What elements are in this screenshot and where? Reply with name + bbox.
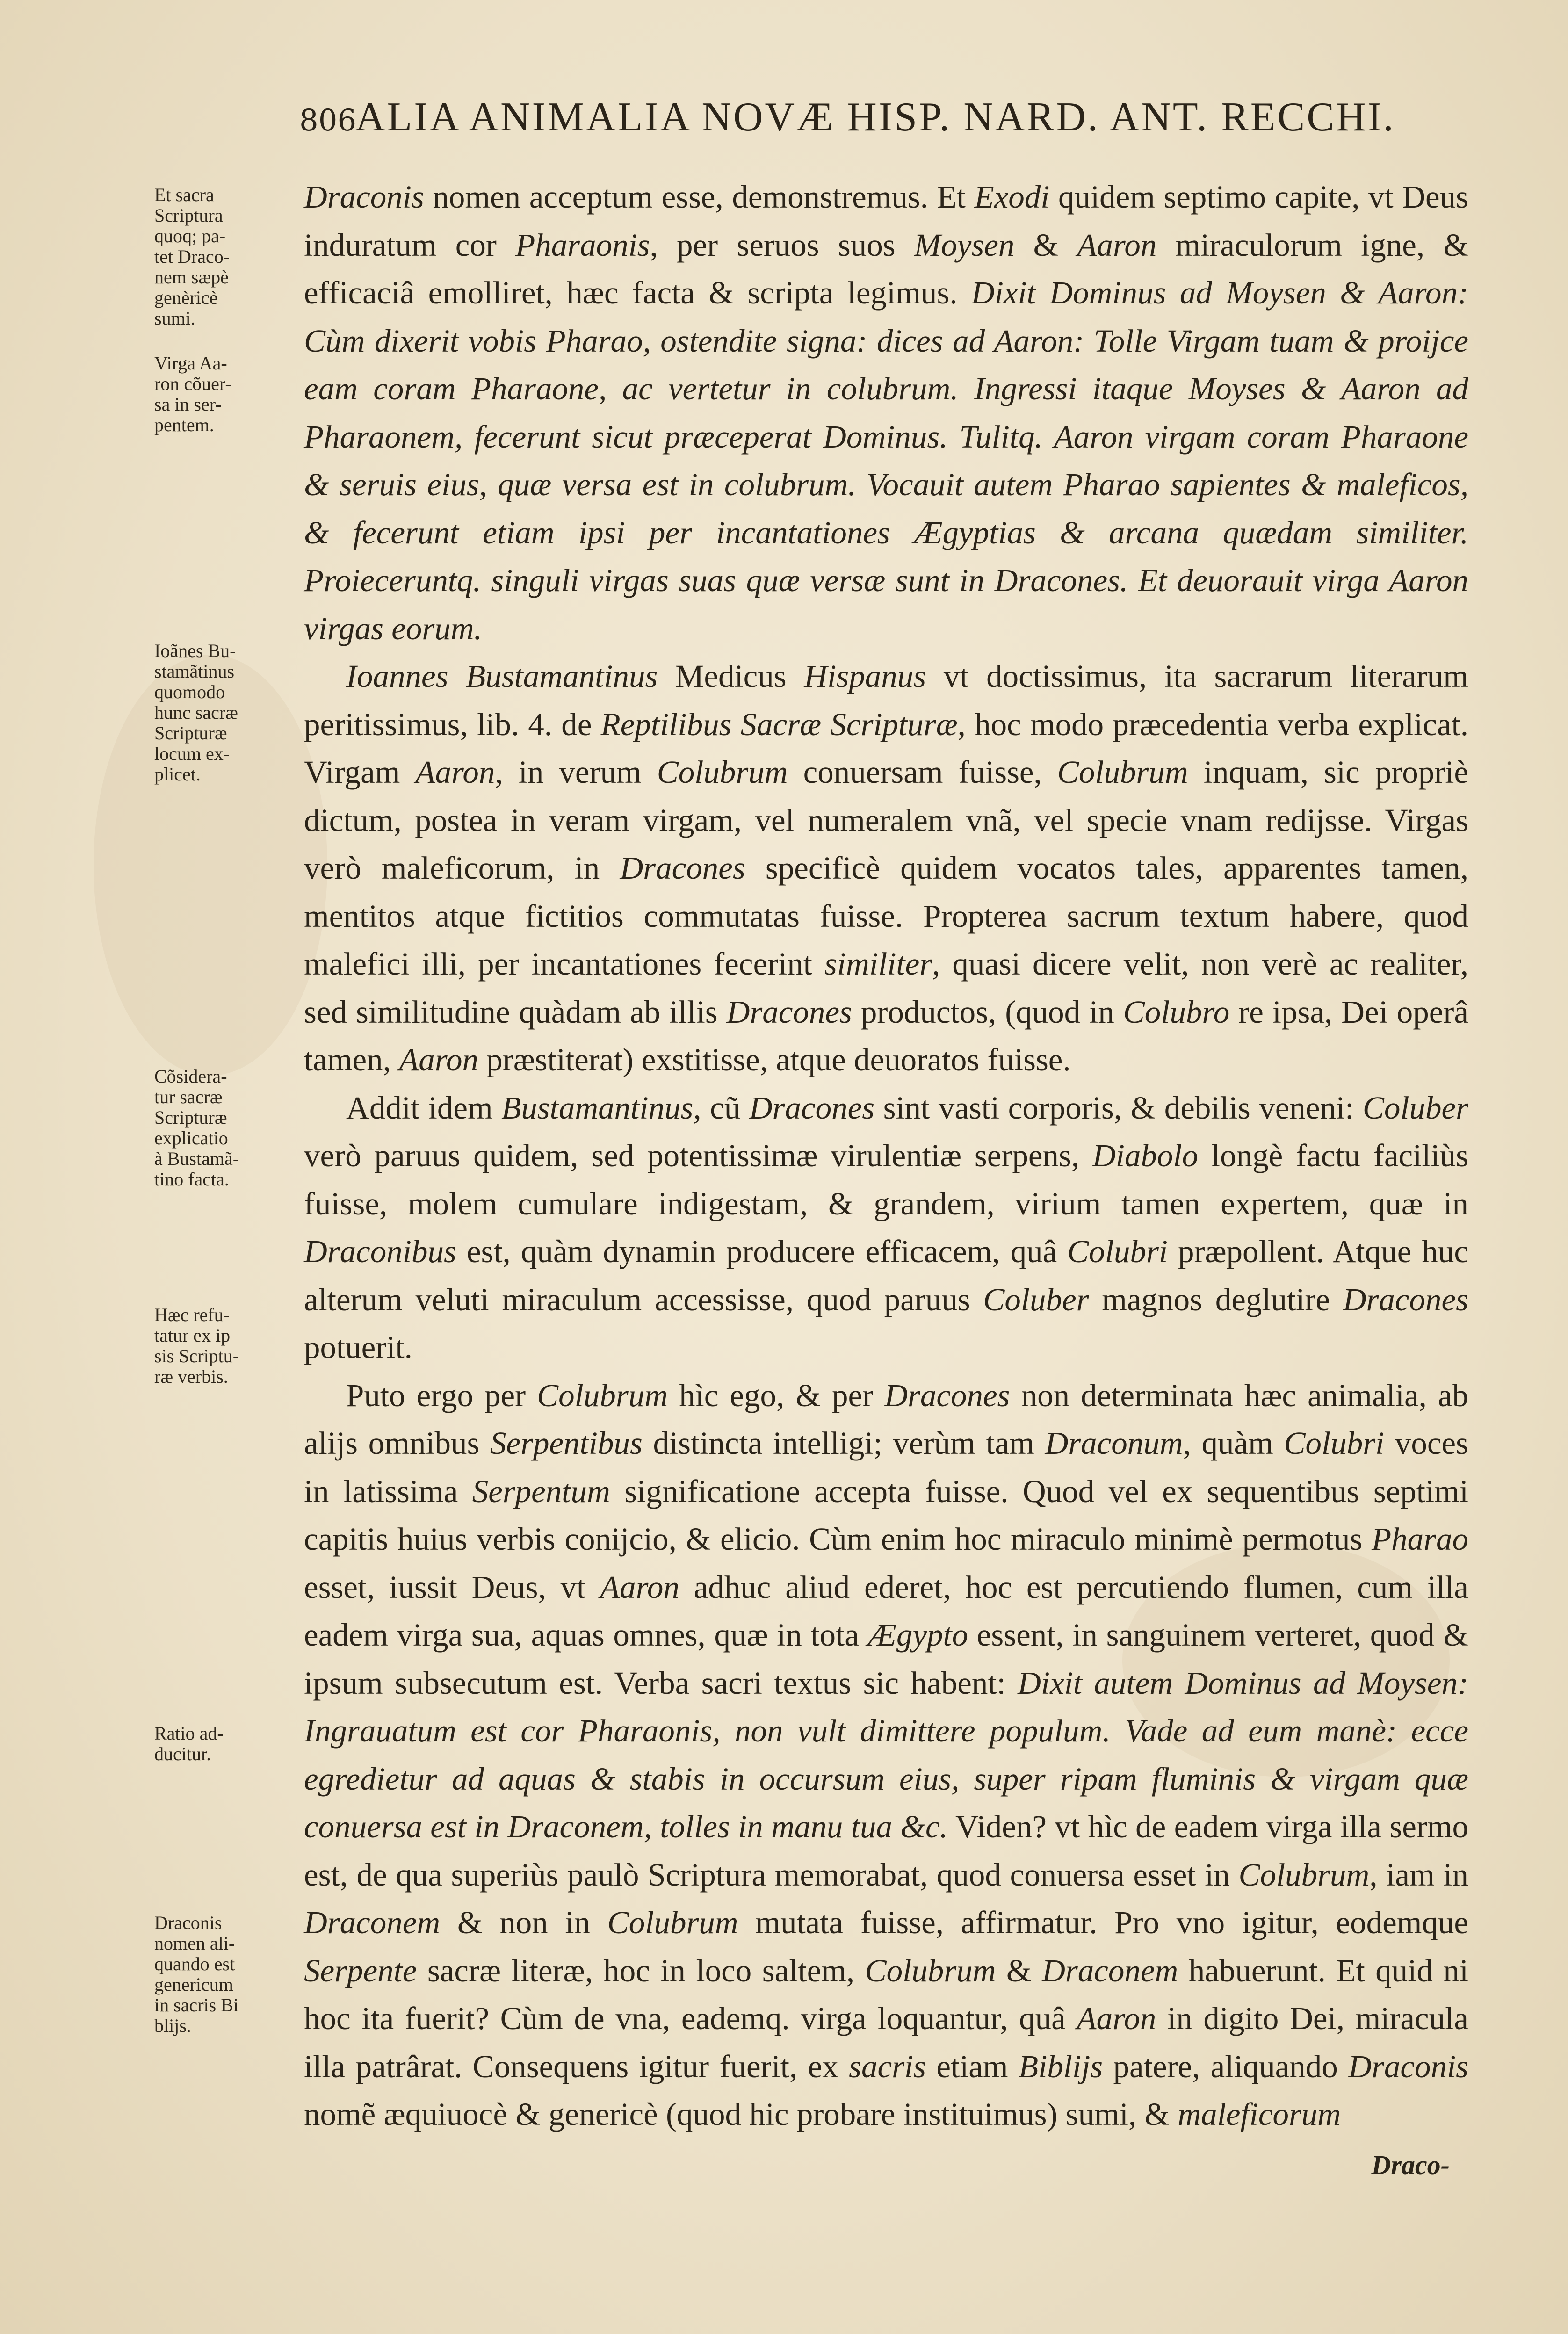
italic-text: Exodi <box>974 179 1050 215</box>
roman-text: specificè quidem vocatos tales, apparentes tamen, mentitos atque fictitios commutatas fuisse. Propterea sacrum textum habere, quod malefici illi, per incantationes fecerint <box>304 850 1469 982</box>
italic-text: Coluber <box>983 1281 1089 1317</box>
paragraph <box>304 652 1468 1084</box>
italic-text: Dracones <box>620 850 745 886</box>
roman-text: longè factu faciliùs fuisse, molem cumulare indigestam, & grandem, virium tamen expertem, quæ in <box>304 1138 1468 1221</box>
italic-text: Colubri <box>1067 1234 1168 1269</box>
marginal-note-line: ducitur. <box>154 1743 211 1764</box>
italic-text: Dracones <box>726 994 852 1030</box>
roman-text: præpollent. Atque huc alterum veluti miraculum accessisse, quod paruus <box>304 1234 1468 1317</box>
italic-text: Serpentum <box>472 1473 610 1509</box>
paragraph <box>304 1372 1468 2139</box>
roman-text: in digito Dei, miracula illa patrârat. Consequens igitur fuerit, ex <box>304 2001 1468 2084</box>
roman-text: est, quàm dynamin producere efficacem, quâ <box>456 1234 1068 1269</box>
italic-text: Colubrum <box>865 1952 996 1988</box>
marginal-note-line: genèricè <box>154 287 218 308</box>
italic-text: Colubrum <box>1057 754 1188 790</box>
roman-text: esset, iussit Deus, vt <box>304 1569 600 1605</box>
marginal-note <box>154 641 295 785</box>
italic-text: Colubri <box>1284 1425 1385 1461</box>
paragraph <box>304 173 1468 652</box>
italic-text: Colubrum <box>607 1905 738 1940</box>
roman-text: , per seruos suos <box>650 227 914 263</box>
marginal-note-line: explicatio <box>154 1127 228 1149</box>
marginal-note-line: pentem. <box>154 414 214 435</box>
italic-text: Draconem <box>1042 1952 1178 1988</box>
roman-text: patere, aliquando <box>1103 2048 1349 2084</box>
italic-text: Dracones <box>1343 1281 1468 1317</box>
marginal-note-line: tur sacræ <box>154 1086 223 1107</box>
marginal-note-line: nomen ali- <box>154 1933 235 1954</box>
italic-text: Coluber <box>1362 1090 1468 1126</box>
italic-text: Hispanus <box>804 658 926 694</box>
roman-text: adhuc aliud ederet, hoc est percutiendo flumen, cum illa eadem virga sua, aquas omnes, quæ in tota <box>304 1569 1468 1653</box>
italic-text: Dracones <box>749 1090 875 1126</box>
marginal-note <box>154 1913 295 2036</box>
marginal-note-line: sis Scriptu- <box>154 1345 239 1366</box>
roman-text: , in verum <box>495 754 657 790</box>
roman-text: & <box>996 1952 1042 1988</box>
marginal-note-line: sumi. <box>154 308 195 329</box>
italic-text: Colubrum <box>537 1377 668 1413</box>
italic-text: Aaron <box>399 1042 479 1077</box>
italic-text: Draconem <box>304 1905 441 1940</box>
marginal-note-line: blijs. <box>154 2015 191 2036</box>
marginal-note <box>154 353 295 435</box>
marginal-note-line: Virga Aa- <box>154 353 227 374</box>
roman-text: , cũ <box>693 1090 749 1126</box>
italic-text: Pharaonis <box>515 227 650 263</box>
italic-text: Dracones <box>884 1377 1010 1413</box>
roman-text: voces in latissima <box>304 1425 1469 1509</box>
roman-text: nomẽ æquiuocè & genericè (quod hic probare instituimus) sumi, & <box>304 2096 1178 2132</box>
italic-text: Serpente <box>304 1952 417 1988</box>
roman-text: præstiterat) exstitisse, atque deuoratos fuisse. <box>478 1042 1071 1077</box>
roman-text: potuerit. <box>304 1330 412 1365</box>
italic-text: Dixit autem Dominus ad Moysen: Ingrauatum est cor Pharaonis, non vult dimittere populum. Vade ad eum manè: ecce egredietur ad aquas & stabis in occursum eius, super ripam fluminis & virgam quæ conuersa est in Draconem, tolles in manu tua &c. <box>304 1665 1468 1844</box>
roman-text: Addit idem <box>346 1090 502 1126</box>
running-head: ALIA ANIMALIA NOVÆ HISP. NARD. ANT. RECCHI. <box>355 94 1395 140</box>
roman-text: & non in <box>440 1905 607 1940</box>
marginal-note-line: locum ex- <box>154 743 230 764</box>
marginal-note-line: plicet. <box>154 764 201 785</box>
italic-text: Serpentibus <box>490 1425 643 1461</box>
page-number: 806 <box>299 103 357 138</box>
marginal-note-line: ræ verbis. <box>154 1366 228 1387</box>
marginal-note-line: in sacris Bi <box>154 1994 238 2016</box>
page-header <box>299 94 1412 141</box>
roman-text: verò paruus quidem, sed potentissimæ virulentiæ serpens, <box>304 1138 1092 1173</box>
italic-text: Ioannes Bustamantinus <box>346 658 658 694</box>
marginal-note-line: tatur ex ip <box>154 1325 231 1346</box>
italic-text: Aaron <box>1077 227 1157 263</box>
italic-text: Reptilibus Sacræ Scripturæ <box>600 706 958 742</box>
italic-text: Aaron <box>415 754 495 790</box>
marginal-note-line: quomodo <box>154 681 225 702</box>
italic-text: maleficorum <box>1178 2096 1341 2132</box>
roman-text: vt doctissimus, ita sacrarum literarum peritissimus, lib. 4. de <box>304 658 1468 742</box>
roman-text: Puto ergo per <box>346 1377 537 1413</box>
italic-text: Bustamantinus <box>501 1090 694 1126</box>
italic-text: Biblijs <box>1018 2048 1103 2084</box>
roman-text: distincta intelligi; verùm tam <box>642 1425 1045 1461</box>
roman-text: , quasi dicere velit, non verè ac realiter, sed similitudine quàdam ab illis <box>304 946 1469 1030</box>
roman-text: productos, (quod in <box>852 994 1123 1030</box>
italic-text: Diabolo <box>1092 1138 1199 1173</box>
italic-text: Colubrum <box>657 754 788 790</box>
marginal-note-line: Scripturæ <box>154 723 227 744</box>
italic-text: Draconis <box>1348 2048 1468 2084</box>
marginal-note <box>154 1723 295 1764</box>
roman-text: significatione accepta fuisse. Quod vel ex sequentibus septimi capitis huius verbis conijcio, & elicio. Cùm enim hoc miraculo minimè permotus <box>304 1473 1468 1557</box>
roman-text: non determinata hæc animalia, ab alijs omnibus <box>304 1377 1468 1461</box>
roman-text: , quàm <box>1183 1425 1284 1461</box>
marginal-note-line: hunc sacræ <box>154 702 238 723</box>
italic-text: Draconum <box>1045 1425 1183 1461</box>
italic-text: sacris <box>849 2048 926 2084</box>
marginal-note-line: Ratio ad- <box>154 1723 224 1744</box>
roman-text: sacræ literæ, hoc in loco saltem, <box>417 1952 865 1988</box>
italic-text: Pharao <box>1372 1521 1468 1557</box>
roman-text: , iam in <box>1369 1857 1469 1893</box>
marginal-note-line: quoq; pa- <box>154 225 226 246</box>
roman-text: , hoc modo præcedentia verba explicat. Virgam <box>304 706 1469 790</box>
marginal-note-line: quando est <box>154 1953 235 1974</box>
marginal-note-line: ron cõuer- <box>154 373 231 394</box>
marginal-note-line: genericum <box>154 1974 233 1995</box>
marginal-note-line: à Bustamã- <box>154 1148 239 1169</box>
roman-text: nomen acceptum esse, demonstremus. Et <box>424 179 975 215</box>
italic-text: Moysen <box>914 227 1015 263</box>
roman-text: miraculorum igne, & efficaciâ emolliret, hæc facta & scripta legimus. <box>304 227 1468 311</box>
italic-text: Aaron <box>600 1569 679 1605</box>
roman-text: sint vasti corporis, & debilis veneni: <box>874 1090 1363 1126</box>
roman-text: magnos deglutire <box>1089 1281 1343 1317</box>
italic-text: Draconis <box>304 179 424 215</box>
italic-text: Draconibus <box>304 1234 456 1269</box>
italic-text: Dixit Dominus ad Moysen & Aaron: Cùm dixerit vobis Pharao, ostendite signa: dices ad Aaron: Tolle Virgam tuam & proijce eam coram Pharaone, ac vertetur in colubrum. Ingressi itaque Moyses & Aaron ad Pharaonem, fecerunt sicut præceperat Dominus. Tulitq. Aaron virgam coram Pharaone & seruis eius, quæ versa est in colubrum. Vocauit autem Pharao sapientes & maleficos, & fecerunt etiam ipsi per incantationes Ægyptias & arcana quædam similiter. Proieceruntq. singuli virgas suas quæ versæ sunt in Dracones. Et deuorauit virga Aaron virgas eorum. <box>304 275 1468 646</box>
roman-text: re ipsa, Dei operâ tamen, <box>304 994 1468 1077</box>
marginal-note-line: tet Draco- <box>154 246 230 267</box>
roman-text: mutata fuisse, affirmatur. Pro vno igitur, eodemque <box>738 1905 1469 1940</box>
italic-text: Ægypto <box>867 1617 968 1653</box>
italic-text: Colubrum <box>1238 1857 1370 1893</box>
marginal-note-line: Cõsidera- <box>154 1066 227 1087</box>
roman-text: etiam <box>925 2048 1019 2084</box>
italic-text: similiter <box>824 946 932 982</box>
marginal-note-line: nem sæpè <box>154 267 229 288</box>
paragraph <box>304 1084 1468 1372</box>
italic-text: Aaron <box>1077 2001 1156 2036</box>
marginal-note-line: Scripturæ <box>154 1107 227 1128</box>
main-text <box>304 173 1468 2189</box>
roman-text: inquam, sic propriè dictum, postea in veram virgam, vel numeralem vnã, vel specie vnam redijsse. Virgas verò maleficorum, in <box>304 754 1468 886</box>
catchword: Draco- <box>1371 2149 1450 2180</box>
roman-text: quidem septimo capite, vt Deus induratum cor <box>304 179 1469 263</box>
marginal-note <box>154 1305 295 1387</box>
marginal-note-line: stamãtinus <box>154 661 235 682</box>
marginal-note-line: sa in ser- <box>154 394 222 415</box>
marginal-note-line: Et sacra <box>154 184 214 205</box>
marginal-note <box>154 185 295 329</box>
italic-text: Colubro <box>1123 994 1230 1030</box>
marginal-note-line: Ioãnes Bu- <box>154 640 236 661</box>
marginal-note <box>154 1066 295 1190</box>
roman-text: & <box>1014 227 1077 263</box>
marginal-note-line: tino facta. <box>154 1169 229 1190</box>
roman-text: essent, in sanguinem verteret, quod & ipsum subsecutum est. Verba sacri textus sic habent: <box>304 1617 1468 1701</box>
marginal-note-line: Draconis <box>154 1912 222 1933</box>
roman-text: hìc ego, & per <box>668 1377 885 1413</box>
roman-text: conuersam fuisse, <box>788 754 1057 790</box>
roman-text: habuerunt. Et quid ni hoc ita fuerit? Cùm de vna, eademq. virga loquantur, quâ <box>304 1952 1469 2036</box>
marginal-note-line: Hæc refu- <box>154 1304 230 1325</box>
roman-text: Viden? vt hìc de eadem virga illa sermo est, de qua superiùs paulò Scriptura memorabat, quod conuersa esset in <box>304 1809 1468 1893</box>
roman-text: Medicus <box>658 658 804 694</box>
marginal-note-line: Scriptura <box>154 205 223 226</box>
